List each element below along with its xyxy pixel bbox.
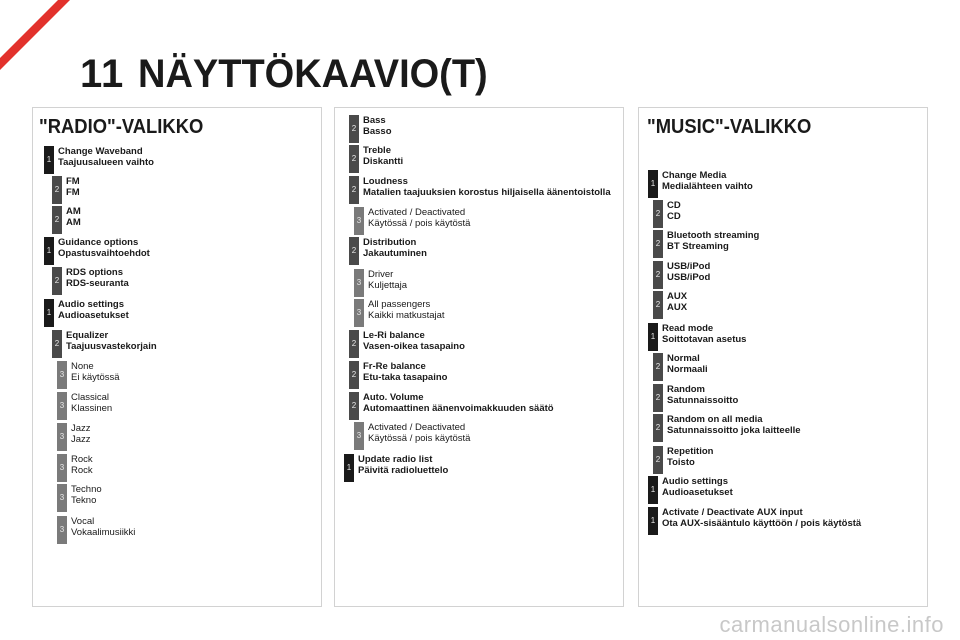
menu-item-label <box>667 262 710 283</box>
menu-item-english: Fr-Re balance <box>363 361 426 372</box>
menu-item-english: Repetition <box>667 446 714 457</box>
menu-level-marker: 3 <box>57 454 67 482</box>
menu-item-english: Audio settings <box>662 476 728 487</box>
menu-item-finnish: Satunnaissoitto <box>667 394 739 406</box>
menu-level-marker: 1 <box>344 454 354 482</box>
menu-item-english: Normal <box>667 353 700 364</box>
menu-level-marker: 2 <box>349 361 359 389</box>
menu-item-label <box>71 455 93 476</box>
menu-item-english: Activate / Deactivate AUX input <box>662 507 803 518</box>
menu-item-english: RDS options <box>66 267 123 278</box>
menu-item-label <box>71 424 91 445</box>
menu-item-finnish: Päivitä radioluettelo <box>358 464 449 476</box>
menu-item-label <box>368 208 470 229</box>
menu-level-marker: 2 <box>653 446 663 474</box>
menu-item-english: Activated / Deactivated <box>368 207 466 218</box>
menu-item-english: Bass <box>363 115 386 126</box>
menu-level-marker: 2 <box>653 353 663 381</box>
menu-item-english: None <box>71 361 94 372</box>
menu-item-english: Random <box>667 384 705 395</box>
menu-item-label <box>368 300 445 321</box>
menu-level-marker: 2 <box>52 206 62 234</box>
menu-item-english: CD <box>667 200 681 211</box>
menu-item-finnish: Basso <box>363 125 392 137</box>
menu-item-finnish: Etu-taka tasapaino <box>363 371 448 383</box>
menu-item-finnish: Ota AUX-sisääntulo käyttöön / pois käytöstä <box>662 517 862 529</box>
menu-item-english: Audio settings <box>58 299 124 310</box>
menu-item-english: Change Media <box>662 170 727 181</box>
menu-item-english: FM <box>66 176 80 187</box>
menu-item-finnish: Käytössä / pois käytöstä <box>368 432 471 444</box>
menu-item-label <box>71 393 112 414</box>
menu-level-marker: 3 <box>57 361 67 389</box>
menu-level-marker: 3 <box>354 299 364 327</box>
menu-item-label <box>363 362 447 383</box>
menu-level-marker: 3 <box>57 516 67 544</box>
menu-item-finnish: CD <box>667 210 681 222</box>
audio-settings-panel <box>334 107 624 607</box>
watermark-text: carmanualsonline.info <box>719 612 944 637</box>
menu-item-label <box>58 300 129 321</box>
menu-item-finnish: Opastusvaihtoehdot <box>58 247 150 259</box>
menu-item-finnish: Audioasetukset <box>662 486 733 498</box>
menu-level-marker: 1 <box>44 299 54 327</box>
menu-level-marker: 2 <box>52 330 62 358</box>
menu-item-finnish: Automaattinen äänenvoimakkuuden säätö <box>363 402 554 414</box>
menu-item-finnish: Klassinen <box>71 402 113 414</box>
menu-level-marker: 2 <box>349 176 359 204</box>
menu-level-marker: 2 <box>653 291 663 319</box>
menu-level-marker: 2 <box>653 230 663 258</box>
chapter-number: 11 <box>80 52 125 96</box>
menu-item-label <box>71 362 120 383</box>
menu-item-english: Jazz <box>71 423 91 434</box>
menu-item-finnish: Jazz <box>71 433 91 445</box>
menu-item-label <box>71 485 102 506</box>
menu-item-finnish: USB/iPod <box>667 271 711 283</box>
menu-item-english: Loudness <box>363 176 408 187</box>
menu-item-english: Update radio list <box>358 454 433 465</box>
red-corner-shape <box>0 0 70 70</box>
menu-item-finnish: Kuljettaja <box>368 279 408 291</box>
menu-level-marker: 3 <box>57 423 67 451</box>
menu-item-finnish: Diskantti <box>363 155 404 167</box>
menu-item-finnish: Jakautuminen <box>363 247 427 259</box>
menu-item-finnish: Käytössä / pois käytöstä <box>368 217 471 229</box>
menu-item-label <box>662 508 861 529</box>
menu-item-english: Bluetooth streaming <box>667 230 760 241</box>
menu-level-marker: 2 <box>349 392 359 420</box>
menu-level-marker: 2 <box>653 414 663 442</box>
menu-item-label <box>363 393 554 414</box>
menu-item-finnish: Taajuusvastekorjain <box>66 340 157 352</box>
menu-item-finnish: Audioasetukset <box>58 309 129 321</box>
menu-item-finnish: Vokaalimusiikki <box>71 526 136 538</box>
menu-item-label <box>363 116 392 137</box>
menu-item-english: Read mode <box>662 323 714 334</box>
menu-item-finnish: Medialähteen vaihto <box>662 180 753 192</box>
menu-item-finnish: BT Streaming <box>667 240 729 252</box>
menu-item-finnish: Ei käytössä <box>71 371 120 383</box>
menu-item-label <box>66 268 129 289</box>
menu-item-label <box>66 207 81 228</box>
menu-item-english: Treble <box>363 145 391 156</box>
menu-item-label <box>667 447 713 468</box>
menu-level-marker: 3 <box>354 422 364 450</box>
menu-item-label <box>66 177 80 198</box>
menu-item-label <box>667 292 687 313</box>
menu-item-label <box>667 231 759 252</box>
music-menu-title: "MUSIC"-VALIKKO <box>647 116 812 138</box>
menu-item-english: Distribution <box>363 237 417 248</box>
menu-level-marker: 1 <box>44 237 54 265</box>
menu-level-marker: 2 <box>52 176 62 204</box>
menu-item-label <box>363 238 427 259</box>
menu-level-marker: 3 <box>354 269 364 297</box>
menu-level-marker: 2 <box>653 384 663 412</box>
menu-level-marker: 3 <box>57 484 67 512</box>
menu-item-english: Rock <box>71 454 93 465</box>
music-menu-panel <box>638 107 928 607</box>
menu-item-english: Classical <box>71 392 110 403</box>
menu-level-marker: 1 <box>648 476 658 504</box>
menu-item-label <box>662 171 753 192</box>
page-title: NÄYTTÖKAAVIO(T) <box>138 52 488 96</box>
menu-item-label <box>667 354 708 375</box>
menu-item-label <box>363 331 465 352</box>
menu-item-finnish: Matalien taajuuksien korostus hiljaisella äänentoistolla <box>363 186 611 198</box>
menu-level-marker: 1 <box>648 170 658 198</box>
menu-item-finnish: Kaikki matkustajat <box>368 309 445 321</box>
menu-level-marker: 2 <box>653 200 663 228</box>
menu-item-english: USB/iPod <box>667 261 711 272</box>
menu-level-marker: 2 <box>349 237 359 265</box>
menu-item-finnish: AM <box>66 216 81 228</box>
menu-item-finnish: AUX <box>667 301 688 313</box>
menu-item-finnish: Satunnaissoitto joka laitteelle <box>667 424 801 436</box>
menu-item-label <box>667 385 738 406</box>
menu-item-english: AM <box>66 206 81 217</box>
radio-menu-title: "RADIO"-VALIKKO <box>39 116 204 138</box>
menu-item-label <box>662 324 746 345</box>
menu-item-label <box>363 177 611 198</box>
menu-item-english: Techno <box>71 484 102 495</box>
menu-level-marker: 2 <box>653 261 663 289</box>
menu-item-english: AUX <box>667 291 688 302</box>
menu-item-finnish: Toisto <box>667 456 695 468</box>
menu-level-marker: 2 <box>349 330 359 358</box>
menu-item-finnish: Rock <box>71 464 93 476</box>
menu-level-marker: 3 <box>354 207 364 235</box>
menu-level-marker: 2 <box>349 145 359 173</box>
menu-item-finnish: Normaali <box>667 363 708 375</box>
menu-item-label <box>66 331 157 352</box>
menu-item-english: Activated / Deactivated <box>368 422 466 433</box>
menu-item-label <box>667 415 801 436</box>
menu-item-english: Change Waveband <box>58 146 143 157</box>
menu-item-label <box>71 517 135 538</box>
menu-item-finnish: RDS-seuranta <box>66 277 129 289</box>
menu-item-finnish: Taajuusalueen vaihto <box>58 156 154 168</box>
menu-item-english: Auto. Volume <box>363 392 424 403</box>
menu-item-label <box>58 147 154 168</box>
menu-level-marker: 1 <box>648 323 658 351</box>
menu-level-marker: 1 <box>44 146 54 174</box>
radio-menu-panel <box>32 107 322 607</box>
menu-item-finnish: FM <box>66 186 80 198</box>
menu-item-label <box>58 238 150 259</box>
menu-item-english: Le-Ri balance <box>363 330 425 341</box>
menu-item-label <box>667 201 681 222</box>
menu-level-marker: 2 <box>349 115 359 143</box>
menu-level-marker: 3 <box>57 392 67 420</box>
menu-item-label <box>368 270 407 291</box>
menu-item-finnish: Vasen-oikea tasapaino <box>363 340 465 352</box>
menu-item-label <box>363 146 403 167</box>
menu-item-label <box>358 455 448 476</box>
menu-item-label <box>368 423 470 444</box>
menu-item-english: Random on all media <box>667 414 763 425</box>
menu-item-english: Vocal <box>71 516 95 527</box>
menu-item-english: All passengers <box>368 299 431 310</box>
menu-item-label <box>662 477 733 498</box>
menu-item-finnish: Tekno <box>71 494 97 506</box>
menu-level-marker: 2 <box>52 267 62 295</box>
menu-level-marker: 1 <box>648 507 658 535</box>
menu-item-english: Driver <box>368 269 394 280</box>
menu-item-finnish: Soittotavan asetus <box>662 333 747 345</box>
menu-item-english: Guidance options <box>58 237 139 248</box>
menu-item-english: Equalizer <box>66 330 109 341</box>
